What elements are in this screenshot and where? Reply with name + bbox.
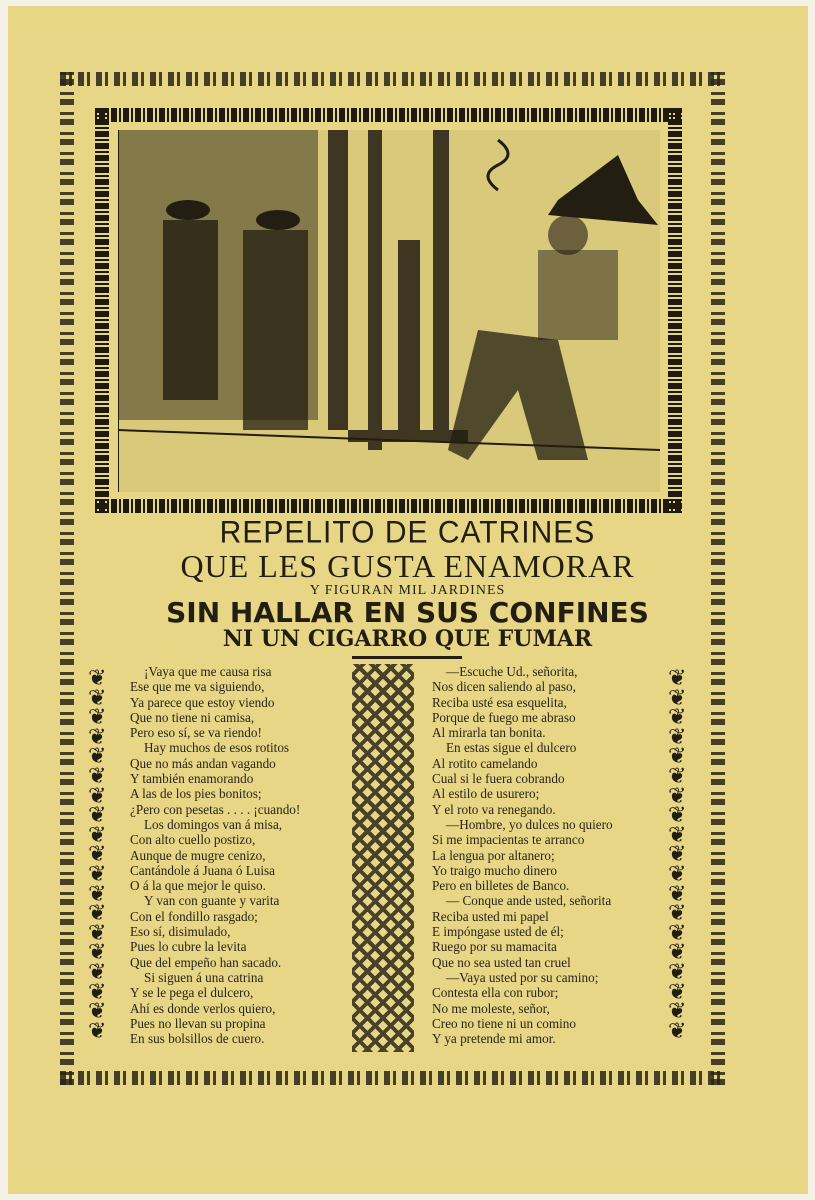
- right-vine-ornaments: [668, 665, 687, 1043]
- vine-ornament-icon: ❦: [88, 860, 107, 886]
- verse-line: Reciba usté esa esquelita,: [432, 694, 567, 710]
- vine-ornament-icon: ❦: [668, 939, 687, 965]
- vine-ornament-icon: ❦: [88, 998, 107, 1024]
- vine-ornament-icon: ❦: [88, 958, 107, 984]
- vine-ornament-icon: ❦: [668, 880, 687, 906]
- verse-line: —Escuche Ud., señorita,: [446, 664, 578, 679]
- vine-ornament-icon: ❦: [668, 841, 687, 867]
- verse-line: Cual si le fuera cobrando: [432, 771, 565, 787]
- verse-line: Al mirarla tan bonita.: [432, 725, 546, 741]
- title-line-5: NI UN CIGARRO QUE FUMAR: [222, 626, 593, 652]
- verse-line: Que no más andan vagando: [130, 755, 276, 771]
- title-line-1: REPELITO DE CATRINES: [219, 515, 596, 550]
- vine-ornament-icon: ❦: [668, 978, 687, 1004]
- poem-left-column: [130, 664, 300, 1046]
- verse-line: Si me impacientas te arranco: [432, 832, 585, 848]
- verse-line: Aunque de mugre cenizo,: [130, 847, 266, 863]
- vine-ornament-icon: ❦: [668, 684, 687, 710]
- verse-line: Y van con guante y varita: [144, 893, 280, 909]
- verse-line: Nos dicen saliendo al paso,: [432, 679, 576, 695]
- verse-line: Que del empeño han sacado.: [130, 954, 282, 970]
- border-bottom: [60, 1071, 725, 1085]
- verse-line: La lengua por altanero;: [432, 847, 555, 863]
- verse-line: Al rotito camelando: [432, 755, 538, 771]
- greek-key-left: [95, 108, 109, 513]
- vine-ornament-icon: ❦: [88, 900, 107, 926]
- vine-ornament-icon: ❦: [668, 723, 687, 749]
- verse-line: Eso sí, disimulado,: [130, 924, 231, 940]
- verse-line: Porque de fuego me abraso: [432, 709, 576, 725]
- verse-line: —Hombre, yo dulces no quiero: [446, 816, 613, 832]
- vine-ornament-icon: ❦: [88, 841, 107, 867]
- verse-line: Contesta ella con rubor;: [432, 985, 559, 1001]
- vine-ornament-icon: ❦: [88, 723, 107, 749]
- verse-line: En sus bolsillos de cuero.: [130, 1031, 265, 1047]
- verse-line: O á la que mejor le quiso.: [130, 878, 266, 894]
- verse-line: Que no sea usted tan cruel: [432, 954, 571, 970]
- verse-line: ¿Pero con pesetas . . . . ¡cuando!: [130, 801, 301, 817]
- verse-line: Y el roto va renegando.: [432, 801, 556, 817]
- verse-line: E impóngase usted de él;: [432, 924, 564, 940]
- vine-ornament-icon: ❦: [668, 762, 687, 788]
- vine-ornament-icon: ❦: [668, 919, 687, 945]
- verse-line: Ese que me va siguiendo,: [130, 679, 265, 695]
- vine-ornament-icon: ❦: [668, 704, 687, 730]
- vine-ornament-icon: ❦: [668, 782, 687, 808]
- vine-ornament-icon: ❦: [88, 939, 107, 965]
- vine-ornament-icon: ❦: [668, 860, 687, 886]
- verse-line: Al estilo de usurero;: [432, 786, 540, 802]
- verse-line: Creo no tiene ni un comino: [432, 1015, 576, 1031]
- verse-line: Con alto cuello postizo,: [130, 832, 256, 848]
- vine-ornament-icon: ❦: [88, 782, 107, 808]
- verse-line: Ahí es donde verlos quiero,: [130, 1000, 276, 1016]
- vine-ornament-icon: ❦: [668, 821, 687, 847]
- vine-ornament-icon: ❦: [668, 743, 687, 769]
- vine-ornament-icon: ❦: [88, 704, 107, 730]
- verse-line: A las de los pies bonitos;: [130, 786, 262, 802]
- vine-ornament-icon: ❦: [88, 762, 107, 788]
- verse-line: Que no tiene ni camisa,: [130, 709, 255, 725]
- title-line-3: Y FIGURAN MIL JARDINES: [309, 583, 506, 598]
- verse-line: Pues no llevan su propina: [130, 1015, 266, 1031]
- verse-line: —Vaya usted por su camino;: [446, 969, 599, 985]
- vine-ornament-icon: ❦: [88, 880, 107, 906]
- verse-line: No me moleste, señor,: [432, 1000, 550, 1016]
- verse-line: Pues lo cubre la levita: [130, 939, 247, 955]
- border-top: [60, 72, 725, 86]
- vine-ornament-icon: ❦: [88, 821, 107, 847]
- engraving-illustration: [118, 130, 660, 492]
- verse-line: Ya parece que estoy viendo: [130, 694, 275, 710]
- vine-ornament-icon: ❦: [668, 900, 687, 926]
- verse-line: Hay muchos de esos rotitos: [144, 740, 290, 756]
- verse-line: Con el fondillo rasgado;: [130, 908, 258, 924]
- poem-right-column: [432, 664, 613, 1046]
- verse-line: Yo traigo mucho dinero: [432, 862, 558, 878]
- verse-line: Ruego por su mamacita: [432, 939, 557, 955]
- vine-ornament-icon: ❦: [88, 919, 107, 945]
- vine-ornament-icon: ❦: [668, 1017, 687, 1043]
- vine-ornament-icon: ❦: [668, 998, 687, 1024]
- verse-line: Cantándole á Juana ó Luisa: [130, 862, 276, 878]
- verse-line: ¡Vaya que me causa risa: [144, 664, 272, 679]
- greek-key-right: [668, 108, 682, 513]
- vine-ornament-icon: ❦: [668, 802, 687, 828]
- left-vine-ornaments: [88, 665, 107, 1043]
- vine-ornament-icon: ❦: [668, 958, 687, 984]
- verse-line: Pero en billetes de Banco.: [432, 878, 570, 894]
- title-rule: [352, 656, 462, 659]
- verse-line: Y se le pega el dulcero,: [130, 985, 254, 1001]
- verse-line: Los domingos van á misa,: [144, 816, 283, 832]
- vine-ornament-icon: ❦: [88, 665, 107, 690]
- vine-ornament-icon: ❦: [88, 1017, 107, 1043]
- vine-ornament-icon: ❦: [88, 802, 107, 828]
- verse-line: Reciba usted mi papel: [432, 908, 549, 924]
- verse-line: Y también enamorando: [130, 771, 254, 787]
- greek-key-top: [95, 108, 682, 122]
- center-knot-ornament: [352, 664, 414, 1052]
- verse-line: Si siguen á una catrina: [144, 969, 264, 985]
- vine-ornament-icon: ❦: [88, 684, 107, 710]
- vine-ornament-icon: ❦: [668, 665, 687, 690]
- vine-ornament-icon: ❦: [88, 743, 107, 769]
- greek-key-bottom: [95, 499, 682, 513]
- verse-line: Pero eso sí, se va riendo!: [130, 725, 262, 741]
- verse-line: — Conque ande usted, señorita: [446, 893, 612, 909]
- title-line-4: SIN HALLAR EN SUS CONFINES: [166, 596, 649, 629]
- title-line-2: QUE LES GUSTA ENAMORAR: [180, 548, 635, 584]
- verse-line: En estas sigue el dulcero: [446, 740, 577, 756]
- vine-ornament-icon: ❦: [88, 978, 107, 1004]
- verse-line: Y ya pretende mi amor.: [432, 1031, 556, 1047]
